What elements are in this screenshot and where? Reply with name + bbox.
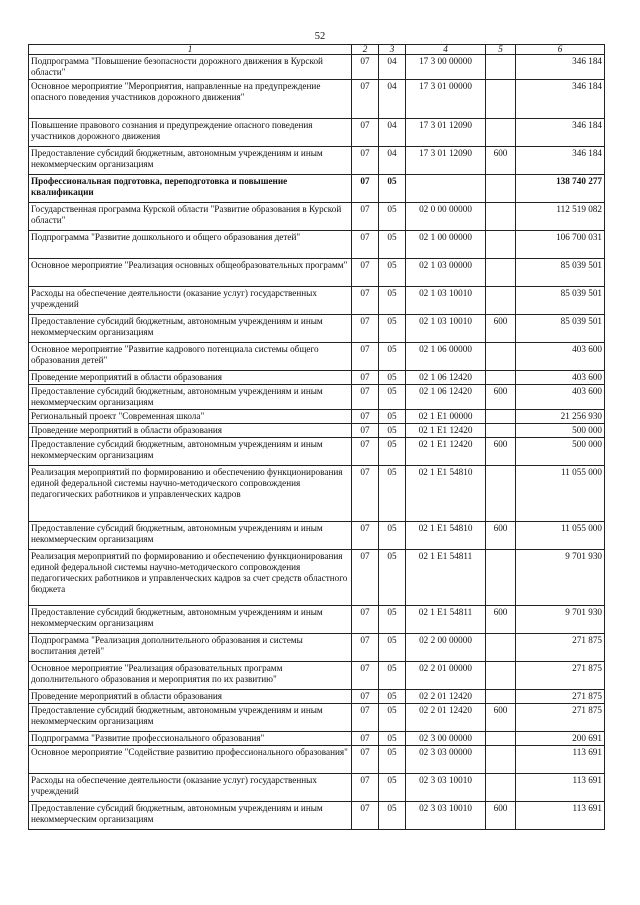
row-subsection-cell: 05: [379, 466, 406, 522]
row-section-cell: 07: [352, 203, 379, 231]
row-subsection-cell: 05: [379, 371, 406, 385]
row-name-cell: Расходы на обеспечение деятельности (оказание услуг) государственных учреждений: [29, 287, 352, 315]
header-col-target-article: 4: [406, 45, 486, 55]
row-target-article-cell: 02 1 06 00000: [406, 343, 486, 371]
table-row: [29, 746, 605, 774]
row-section-cell: 07: [352, 466, 379, 522]
row-expense-type-cell: [486, 466, 516, 522]
table-row: [29, 287, 605, 315]
row-expense-type-cell: [486, 55, 516, 80]
row-section-cell: 07: [352, 704, 379, 732]
row-amount-cell: 500 000: [516, 424, 605, 438]
row-name-cell: Повышение правового сознания и предупреждение опасного поведения участников дорожного движения: [29, 119, 352, 147]
row-amount-cell: 113 691: [516, 746, 605, 774]
table-row: [29, 175, 605, 203]
row-amount-cell: 11 055 000: [516, 466, 605, 522]
row-expense-type-cell: [486, 774, 516, 802]
row-amount-cell: 9 701 930: [516, 606, 605, 634]
table-row: [29, 634, 605, 662]
row-target-article-cell: 02 3 00 00000: [406, 732, 486, 746]
row-amount-cell: 346 184: [516, 119, 605, 147]
table-row: [29, 438, 605, 466]
row-expense-type-cell: [486, 119, 516, 147]
row-target-article-cell: 02 1 E1 00000: [406, 410, 486, 424]
row-section-cell: 07: [352, 343, 379, 371]
row-name-cell: Основное мероприятие "Реализация основных общеобразовательных программ": [29, 259, 352, 287]
table-row: [29, 704, 605, 732]
row-amount-cell: 113 691: [516, 802, 605, 830]
row-section-cell: 07: [352, 259, 379, 287]
row-subsection-cell: 05: [379, 704, 406, 732]
row-subsection-cell: 04: [379, 119, 406, 147]
row-subsection-cell: 05: [379, 802, 406, 830]
row-section-cell: 07: [352, 438, 379, 466]
table-row: [29, 522, 605, 550]
table-row: [29, 119, 605, 147]
row-amount-cell: 85 039 501: [516, 315, 605, 343]
row-subsection-cell: 04: [379, 147, 406, 175]
row-name-cell: Предоставление субсидий бюджетным, автономным учреждениям и иным некоммерческим организациям: [29, 704, 352, 732]
row-section-cell: 07: [352, 690, 379, 704]
row-expense-type-cell: [486, 231, 516, 259]
row-name-cell: Предоставление субсидий бюджетным, автономным учреждениям и иным некоммерческим организациям: [29, 802, 352, 830]
row-expense-type-cell: 600: [486, 606, 516, 634]
row-subsection-cell: 05: [379, 662, 406, 690]
row-amount-cell: 21 256 930: [516, 410, 605, 424]
row-subsection-cell: 05: [379, 424, 406, 438]
row-section-cell: 07: [352, 287, 379, 315]
row-target-article-cell: 02 3 03 00000: [406, 746, 486, 774]
row-expense-type-cell: [486, 203, 516, 231]
row-expense-type-cell: [486, 80, 516, 119]
row-amount-cell: 346 184: [516, 55, 605, 80]
row-section-cell: 07: [352, 746, 379, 774]
row-expense-type-cell: [486, 746, 516, 774]
table-row: [29, 466, 605, 522]
row-name-cell: Предоставление субсидий бюджетным, автономным учреждениям и иным некоммерческим организациям: [29, 438, 352, 466]
row-expense-type-cell: 600: [486, 438, 516, 466]
row-target-article-cell: 02 2 01 00000: [406, 662, 486, 690]
row-name-cell: Подпрограмма "Реализация дополнительного образования и системы воспитания детей": [29, 634, 352, 662]
table-row: [29, 343, 605, 371]
row-amount-cell: 9 701 930: [516, 550, 605, 606]
row-amount-cell: 271 875: [516, 662, 605, 690]
table-row: [29, 371, 605, 385]
row-name-cell: Расходы на обеспечение деятельности (оказание услуг) государственных учреждений: [29, 774, 352, 802]
row-amount-cell: 11 055 000: [516, 522, 605, 550]
row-amount-cell: 200 691: [516, 732, 605, 746]
row-subsection-cell: 05: [379, 410, 406, 424]
row-expense-type-cell: [486, 259, 516, 287]
row-target-article-cell: 02 2 00 00000: [406, 634, 486, 662]
row-section-cell: 07: [352, 119, 379, 147]
row-target-article-cell: 17 3 01 00000: [406, 80, 486, 119]
row-name-cell: Основное мероприятие "Мероприятия, направленные на предупреждение опасного поведения участников дорожного движения": [29, 80, 352, 119]
row-target-article-cell: 02 1 E1 54810: [406, 466, 486, 522]
row-subsection-cell: 05: [379, 343, 406, 371]
header-col-subsection: 3: [379, 45, 406, 55]
row-target-article-cell: 17 3 01 12090: [406, 119, 486, 147]
table-body: [29, 55, 605, 830]
row-name-cell: Подпрограмма "Повышение безопасности дорожного движения в Курской области": [29, 55, 352, 80]
row-expense-type-cell: 600: [486, 802, 516, 830]
row-name-cell: Предоставление субсидий бюджетным, автономным учреждениям и иным некоммерческим организациям: [29, 315, 352, 343]
row-name-cell: Основное мероприятие "Содействие развитию профессионального образования": [29, 746, 352, 774]
header-col-expense-type: 5: [486, 45, 516, 55]
row-expense-type-cell: 600: [486, 315, 516, 343]
table-row: [29, 203, 605, 231]
table-row: [29, 550, 605, 606]
row-target-article-cell: 02 1 E1 12420: [406, 424, 486, 438]
row-amount-cell: 403 600: [516, 371, 605, 385]
row-expense-type-cell: [486, 424, 516, 438]
row-name-cell: Подпрограмма "Развитие дошкольного и общего образования детей": [29, 231, 352, 259]
table-row: [29, 606, 605, 634]
row-section-cell: 07: [352, 385, 379, 410]
row-subsection-cell: 05: [379, 606, 406, 634]
row-name-cell: Государственная программа Курской области "Развитие образования в Курской области": [29, 203, 352, 231]
table-header-row: [29, 45, 605, 55]
row-section-cell: 07: [352, 371, 379, 385]
row-expense-type-cell: [486, 550, 516, 606]
row-amount-cell: 85 039 501: [516, 287, 605, 315]
table-row: [29, 732, 605, 746]
row-target-article-cell: 02 1 E1 54811: [406, 606, 486, 634]
table-row: [29, 231, 605, 259]
row-section-cell: 07: [352, 147, 379, 175]
row-name-cell: Проведение мероприятий в области образования: [29, 371, 352, 385]
row-subsection-cell: 05: [379, 438, 406, 466]
row-section-cell: 07: [352, 175, 379, 203]
row-target-article-cell: 17 3 01 12090: [406, 147, 486, 175]
row-amount-cell: 403 600: [516, 343, 605, 371]
row-name-cell: Проведение мероприятий в области образования: [29, 690, 352, 704]
row-target-article-cell: 02 2 01 12420: [406, 704, 486, 732]
row-name-cell: Предоставление субсидий бюджетным, автономным учреждениям и иным некоммерческим организациям: [29, 147, 352, 175]
row-subsection-cell: 05: [379, 690, 406, 704]
row-section-cell: 07: [352, 774, 379, 802]
row-target-article-cell: 02 1 E1 12420: [406, 438, 486, 466]
row-name-cell: Основное мероприятие "Развитие кадрового потенциала системы общего образования детей": [29, 343, 352, 371]
table-row: [29, 315, 605, 343]
row-amount-cell: 106 700 031: [516, 231, 605, 259]
header-col-name: 1: [29, 45, 352, 55]
row-subsection-cell: 05: [379, 231, 406, 259]
row-expense-type-cell: 600: [486, 522, 516, 550]
row-section-cell: 07: [352, 315, 379, 343]
row-expense-type-cell: [486, 175, 516, 203]
row-subsection-cell: 05: [379, 385, 406, 410]
table-row: [29, 147, 605, 175]
row-name-cell: Проведение мероприятий в области образования: [29, 424, 352, 438]
row-amount-cell: 500 000: [516, 438, 605, 466]
row-target-article-cell: 02 1 E1 54810: [406, 522, 486, 550]
row-name-cell: Предоставление субсидий бюджетным, автономным учреждениям и иным некоммерческим организациям: [29, 522, 352, 550]
row-section-cell: 07: [352, 424, 379, 438]
row-expense-type-cell: 600: [486, 147, 516, 175]
row-section-cell: 07: [352, 606, 379, 634]
table-row: [29, 55, 605, 80]
row-subsection-cell: 05: [379, 550, 406, 606]
row-name-cell: Реализация мероприятий по формированию и обеспечению функционирования единой федеральной системы научно-методического сопровождения педагогических работников и управленческих кадров: [29, 466, 352, 522]
row-subsection-cell: 05: [379, 259, 406, 287]
row-name-cell: Основное мероприятие "Реализация образовательных программ дополнительного образования и мероприятия по их развитию": [29, 662, 352, 690]
row-expense-type-cell: 600: [486, 704, 516, 732]
table-row: [29, 774, 605, 802]
row-section-cell: 07: [352, 522, 379, 550]
row-section-cell: 07: [352, 231, 379, 259]
row-expense-type-cell: [486, 690, 516, 704]
row-expense-type-cell: [486, 371, 516, 385]
row-expense-type-cell: [486, 287, 516, 315]
row-subsection-cell: 04: [379, 55, 406, 80]
row-name-cell: Региональный проект "Современная школа": [29, 410, 352, 424]
row-expense-type-cell: 600: [486, 385, 516, 410]
header-col-section: 2: [352, 45, 379, 55]
row-expense-type-cell: [486, 732, 516, 746]
row-subsection-cell: 05: [379, 634, 406, 662]
row-target-article-cell: 02 1 03 10010: [406, 287, 486, 315]
row-target-article-cell: 02 1 03 00000: [406, 259, 486, 287]
row-section-cell: 07: [352, 634, 379, 662]
row-amount-cell: 403 600: [516, 385, 605, 410]
row-target-article-cell: 02 1 03 10010: [406, 315, 486, 343]
row-target-article-cell: 02 2 01 12420: [406, 690, 486, 704]
row-subsection-cell: 05: [379, 203, 406, 231]
row-target-article-cell: 02 1 06 12420: [406, 371, 486, 385]
header-col-amount: 6: [516, 45, 605, 55]
row-subsection-cell: 05: [379, 746, 406, 774]
row-amount-cell: 271 875: [516, 690, 605, 704]
row-target-article-cell: 02 1 E1 54811: [406, 550, 486, 606]
row-expense-type-cell: [486, 634, 516, 662]
row-subsection-cell: 04: [379, 80, 406, 119]
table-row: [29, 385, 605, 410]
row-name-cell: Профессиональная подготовка, переподготовка и повышение квалификации: [29, 175, 352, 203]
row-section-cell: 07: [352, 410, 379, 424]
row-target-article-cell: [406, 175, 486, 203]
row-expense-type-cell: [486, 343, 516, 371]
row-section-cell: 07: [352, 55, 379, 80]
table-row: [29, 259, 605, 287]
row-subsection-cell: 05: [379, 774, 406, 802]
row-amount-cell: 346 184: [516, 80, 605, 119]
row-target-article-cell: 02 1 00 00000: [406, 231, 486, 259]
row-target-article-cell: 02 3 03 10010: [406, 802, 486, 830]
row-expense-type-cell: [486, 410, 516, 424]
row-target-article-cell: 02 3 03 10010: [406, 774, 486, 802]
row-amount-cell: 271 875: [516, 704, 605, 732]
row-subsection-cell: 05: [379, 315, 406, 343]
table-row: [29, 662, 605, 690]
row-subsection-cell: 05: [379, 522, 406, 550]
row-section-cell: 07: [352, 802, 379, 830]
page-number: 52: [314, 31, 326, 42]
row-subsection-cell: 05: [379, 287, 406, 315]
row-amount-cell: 138 740 277: [516, 175, 605, 203]
row-amount-cell: 112 519 082: [516, 203, 605, 231]
row-section-cell: 07: [352, 662, 379, 690]
row-section-cell: 07: [352, 550, 379, 606]
row-target-article-cell: 02 1 06 12420: [406, 385, 486, 410]
row-amount-cell: 85 039 501: [516, 259, 605, 287]
row-expense-type-cell: [486, 662, 516, 690]
row-amount-cell: 113 691: [516, 774, 605, 802]
row-name-cell: Реализация мероприятий по формированию и обеспечению функционирования единой федеральной системы научно-методического сопровождения педагогических работников и управленческих кадров за счет средств областного бюджета: [29, 550, 352, 606]
row-section-cell: 07: [352, 80, 379, 119]
row-subsection-cell: 05: [379, 175, 406, 203]
budget-table: [28, 44, 605, 830]
row-amount-cell: 346 184: [516, 147, 605, 175]
row-section-cell: 07: [352, 732, 379, 746]
table-row: [29, 424, 605, 438]
row-amount-cell: 271 875: [516, 634, 605, 662]
table-row: [29, 690, 605, 704]
row-name-cell: Предоставление субсидий бюджетным, автономным учреждениям и иным некоммерческим организациям: [29, 385, 352, 410]
row-name-cell: Подпрограмма "Развитие профессионального образования": [29, 732, 352, 746]
row-subsection-cell: 05: [379, 732, 406, 746]
row-target-article-cell: 17 3 00 00000: [406, 55, 486, 80]
row-target-article-cell: 02 0 00 00000: [406, 203, 486, 231]
table-row: [29, 80, 605, 119]
table-row: [29, 802, 605, 830]
row-name-cell: Предоставление субсидий бюджетным, автономным учреждениям и иным некоммерческим организациям: [29, 606, 352, 634]
table-row: [29, 410, 605, 424]
